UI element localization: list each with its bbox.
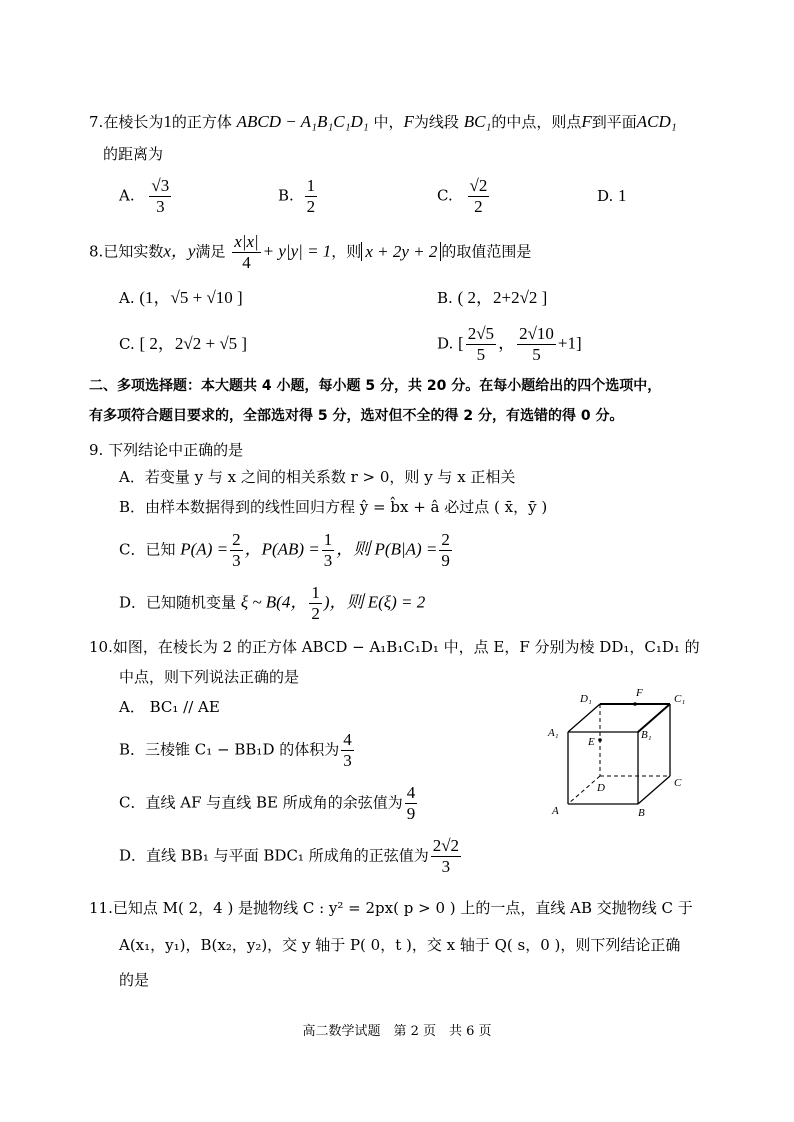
page-footer: 高二数学试题 第 2 页 共 6 页 bbox=[302, 1024, 492, 1039]
q10-option-c: C．直线 AF 与直线 BE 所成角的余弦值为 $\frac{4}{9}$ bbox=[119, 783, 416, 823]
cube-figure bbox=[540, 682, 700, 822]
q9-option-d: D．已知随机变量 ξ ~ B(4， $\frac{1}{2}$ )，则 E(ξ) = 2 bbox=[119, 583, 426, 623]
label-c1: C₁ bbox=[674, 693, 686, 705]
q8-option-b: B. ( 2，2+2√2 ] bbox=[437, 288, 548, 307]
label-b1: B₁ bbox=[641, 729, 652, 741]
q11-stem-line3: 的是 bbox=[119, 971, 150, 989]
label-f: F bbox=[636, 687, 643, 699]
q7-option-a: A. $\frac{√3}{3}$ bbox=[119, 176, 170, 216]
label-b: B bbox=[638, 807, 645, 819]
section2-heading-line2: 有多项符合题目要求的，全部选对得 5 分，选对但不全的得 2 分，有选错的得 0 分。 bbox=[89, 408, 624, 424]
q10-option-d: D．直线 BB₁ 与平面 BDC₁ 所成角的正弦值为 $\frac{2√2}{3}$ bbox=[119, 836, 460, 876]
label-c: C bbox=[674, 777, 682, 789]
section2-heading-line1: 二、多项选择题：本大题共 4 小题，每小题 5 分，共 20 分。在每小题给出的四个选项中， bbox=[89, 378, 662, 394]
q9-stem: 9. 下列结论中正确的是 bbox=[89, 441, 244, 459]
label-d1: D₁ bbox=[580, 693, 592, 705]
q9-option-a: A．若变量 y 与 x 之间的相关系数 r > 0，则 y 与 x 正相关 bbox=[119, 468, 516, 486]
q7-stem-line2: 的距离为 bbox=[103, 145, 164, 163]
q10-stem-line2: 中点，则下列说法正确的是 bbox=[119, 668, 300, 686]
q11-stem-line1: 11.已知点 M( 2，4 ) 是抛物线 C : y² = 2px( p > 0 ) 上的一点，直线 AB 交抛物线 C 于 bbox=[89, 899, 693, 917]
q7-stem-line1: 7.在棱长为1的正方体 ABCD − A₁B₁C₁D₁ 中，F为线段 BC₁的中点，则点F到平面ACD₁ bbox=[89, 112, 677, 131]
q7-option-c: C. $\frac{√2}{2}$ bbox=[437, 176, 488, 216]
q8-option-d: D. [ $\frac{2√5}{5}$ ， $\frac{2√10}{5}$ +1] bbox=[437, 324, 582, 364]
q8-option-a: A. (1，√5 + √10 ] bbox=[119, 288, 243, 307]
label-a1: A₁ bbox=[548, 727, 559, 739]
edge-c-b bbox=[638, 776, 670, 804]
q10-option-b: B．三棱锥 C₁ − BB₁D 的体积为 $\frac{4}{3}$ bbox=[119, 730, 352, 770]
edge-a1-d1 bbox=[568, 704, 600, 732]
q10-option-a: A． BC₁ // AE bbox=[119, 698, 220, 716]
point-f bbox=[633, 702, 637, 706]
q7-option-b: B. $\frac{1}{2}$ bbox=[278, 176, 316, 216]
q8-stem: 8.已知实数x，y满足 $\frac{x|x|}{4}$ + y|y| = 1，则 x + 2y + 2 的取值范围是 bbox=[89, 232, 532, 272]
q9-option-c: C．已知 P(A) = $\frac{2}{3}$ ，P(AB) = $\frac{1}{3}$ ，则 P(B|A) = $\frac{2}{9}$ bbox=[119, 530, 450, 570]
point-e bbox=[598, 738, 602, 742]
edge-c1-b1 bbox=[638, 704, 670, 732]
edge-d-a-hidden bbox=[568, 776, 600, 804]
q8-option-c: C. [ 2，2√2 + √5 ] bbox=[119, 334, 248, 353]
label-d: D bbox=[597, 782, 605, 794]
q9-option-b: B．由样本数据得到的线性回归方程 ŷ = b̂x + â 必过点 ( x̄，ȳ ) bbox=[119, 498, 548, 516]
q11-stem-line2: A(x₁，y₁)，B(x₂，y₂)，交 y 轴于 P( 0，t )，交 x 轴于 Q( s，0 )，则下列结论正确 bbox=[119, 936, 681, 954]
q7-option-d: D. 1 bbox=[597, 186, 627, 205]
q10-stem-line1: 10.如图，在棱长为 2 的正方体 ABCD − A₁B₁C₁D₁ 中，点 E，F 分别为棱 DD₁，C₁D₁ 的 bbox=[89, 638, 700, 656]
label-e: E bbox=[588, 736, 595, 748]
label-a: A bbox=[552, 805, 559, 817]
